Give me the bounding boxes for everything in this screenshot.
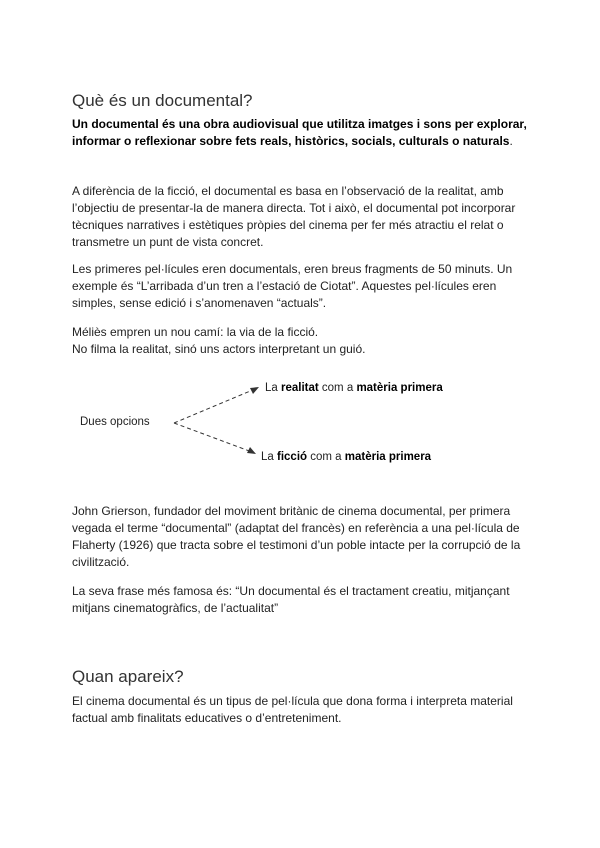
section-title-what-is: Què és un documental? (72, 91, 253, 110)
diagram-root-label: Dues opcions (80, 416, 150, 428)
melies-line1: Méliès empren un nou camí: la via de la ficció. (72, 325, 319, 339)
intro-paragraph (72, 116, 528, 150)
fiction-material: matèria primera (344, 451, 432, 463)
reality-mid: com a (318, 382, 357, 394)
arrowhead-fiction (247, 447, 256, 454)
arrow-to-reality (174, 389, 255, 423)
intro-bold-text: Un documental és una obra audiovisual que utilitza imatges i sons per explorar, informar o reflexionar sobre fets reals, històrics, socials, culturals o naturals (72, 117, 527, 148)
paragraph-melies (72, 324, 528, 358)
paragraph-fiction-difference: A diferència de la ficció, el documental es basa en l’observació de la realitat, amb l’objectiu de presentar-la de manera directa. Tot i això, el documental pot incorporar tècniques narratives i estètiques pròpies del cinema per fer més atractiu el relat o transmetre un punt de vista concret. (72, 184, 516, 249)
reality-material: matèria primera (356, 382, 443, 394)
reality-prefix: La (265, 382, 281, 394)
paragraph-famous-quote: La seva frase més famosa és: “Un documental és el tractament creatiu, mitjançant mitjans cinematogràfics, de l’actualitat” (72, 584, 510, 615)
section-title-when: Quan apareix? (72, 667, 184, 686)
reality-word: realitat (281, 382, 319, 394)
fiction-prefix: La (261, 451, 277, 463)
fiction-word: ficció (277, 451, 308, 463)
paragraph-grierson: John Grierson, fundador del moviment britànic de cinema documental, per primera vegada el terme “documental” (adaptat del francès) en referència a una pel·lícula de Flaherty (1926) que tracta sobre el testimoni d’un poble intacte per la corrupció de la civilització. (72, 504, 521, 569)
arrowhead-reality (250, 387, 259, 394)
paragraph-first-films: Les primeres pel·lícules eren documentals, eren breus fragments de 50 minuts. Un exemple és “L’arribada d’un tren a l’estació de Ciotat”. Aquestes pel·lícules eren simples, sense edició i s’anomenaven “actuals”. (72, 262, 513, 310)
diagram-option-fiction (261, 451, 431, 463)
melies-line2: No filma la realitat, sinó uns actors interpretant un guió. (72, 342, 366, 356)
fiction-mid: com a (307, 451, 345, 463)
diagram-option-reality (265, 382, 443, 394)
two-options-diagram (72, 376, 528, 471)
intro-end: . (509, 134, 513, 148)
paragraph-when-appears: El cinema documental és un tipus de pel·lícula que dona forma i interpreta material factual amb finalitats educatives o d’entreteniment. (72, 694, 513, 725)
arrow-to-fiction (174, 423, 252, 452)
